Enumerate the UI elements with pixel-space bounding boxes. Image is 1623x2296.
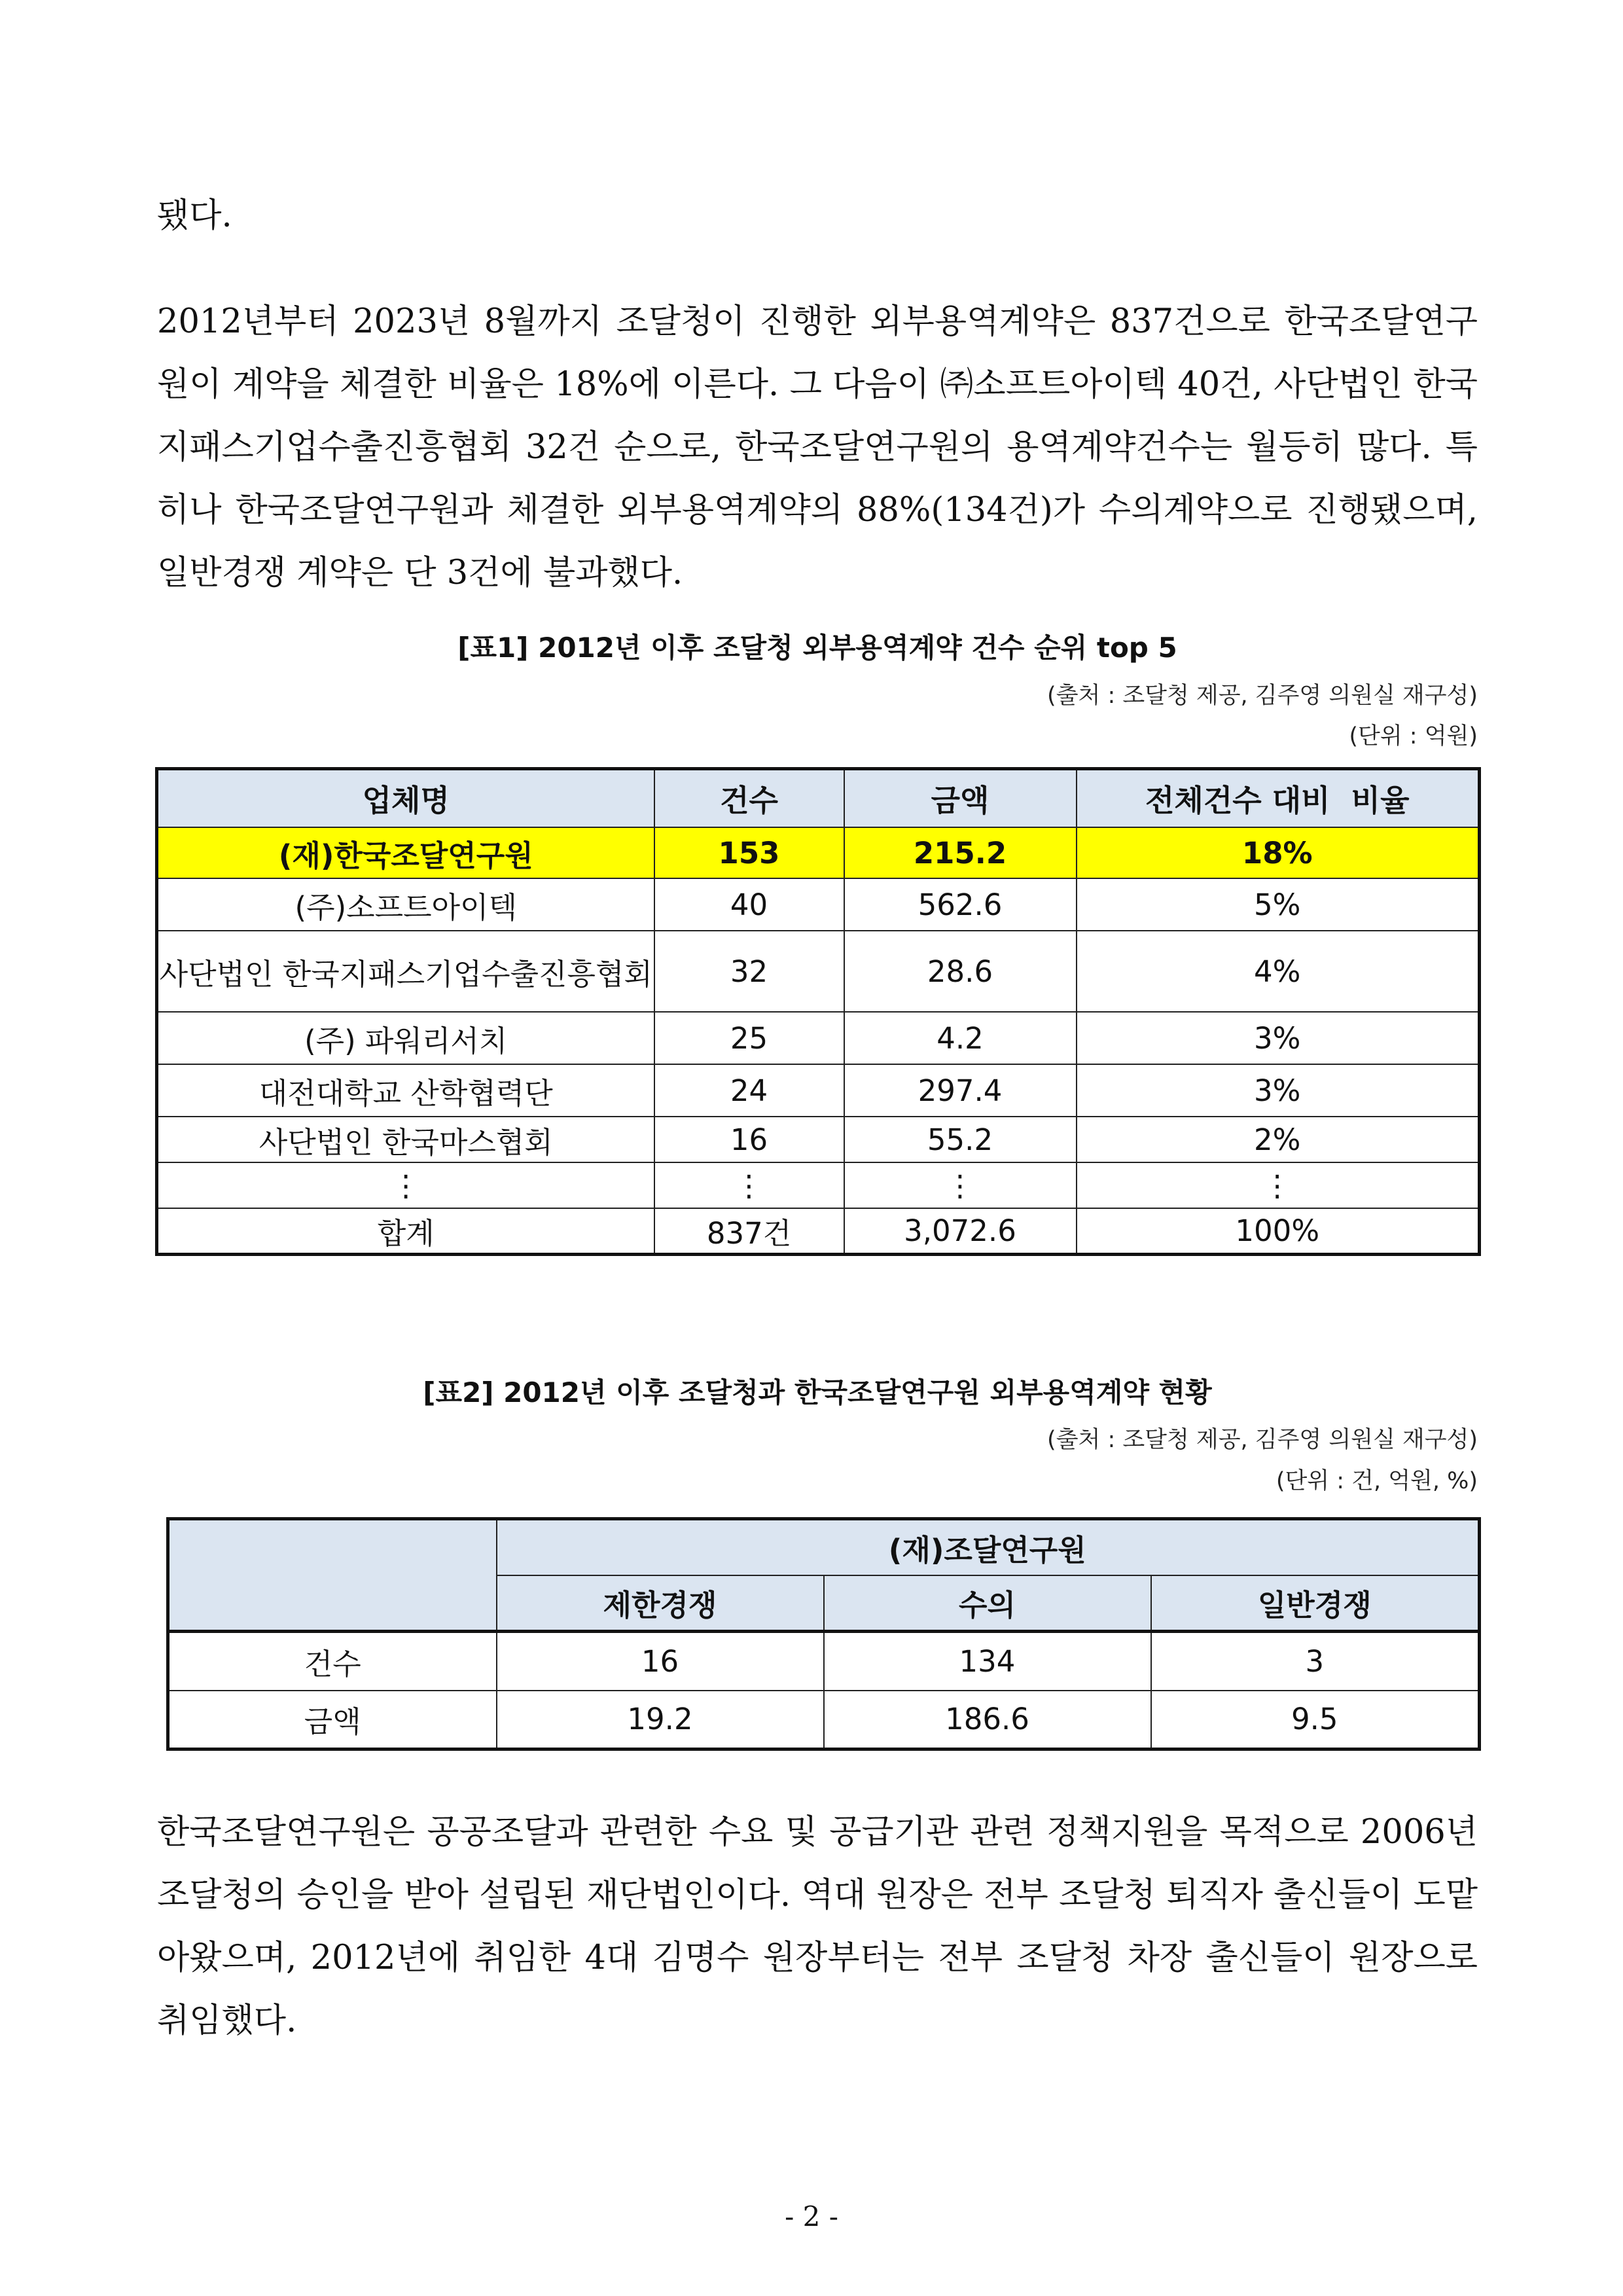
table-cell: 297.4 — [844, 1064, 1077, 1117]
table2-corner-cell — [168, 1519, 497, 1632]
table2-group-header: (재)조달연구원 — [497, 1519, 1480, 1575]
table1-header-ratio: 전체건수 대비 비율 — [1077, 769, 1480, 828]
table-cell: 대전대학교 산학협력단 — [157, 1064, 654, 1117]
table-cell: 25 — [654, 1012, 844, 1064]
table-cell: 4.2 — [844, 1012, 1077, 1064]
table-cell: 215.2 — [844, 827, 1077, 878]
table-cell: 134 — [824, 1632, 1151, 1691]
table-cell: 24 — [654, 1064, 844, 1117]
table-cell: 19.2 — [497, 1691, 824, 1749]
table-cell: ⋮ — [1077, 1162, 1480, 1208]
table-row — [157, 1064, 1480, 1117]
table-cell: 32 — [654, 931, 844, 1012]
table-cell: 186.6 — [824, 1691, 1151, 1749]
table-cell: 금액 — [168, 1691, 497, 1749]
table2-unit: (단위 : 건, 억원, %) — [1275, 1468, 1478, 1494]
table-cell: 3% — [1077, 1012, 1480, 1064]
table2-header-limited: 제한경쟁 — [497, 1575, 824, 1632]
table-cell: 837건 — [654, 1208, 844, 1254]
table2-header-general: 일반경쟁 — [1151, 1575, 1480, 1632]
table-row — [157, 827, 1480, 878]
table-cell: (주) 파워리서치 — [157, 1012, 654, 1064]
table2-header-private: 수의 — [824, 1575, 1151, 1632]
table-row-ellipsis — [157, 1162, 1480, 1208]
table-cell: 건수 — [168, 1632, 497, 1691]
table-cell: 18% — [1077, 827, 1480, 878]
table-cell: ⋮ — [157, 1162, 654, 1208]
page-number: - 2 - — [785, 2200, 838, 2233]
table-row — [168, 1632, 1480, 1691]
table1-header-count: 건수 — [654, 769, 844, 828]
table-cell: 100% — [1077, 1208, 1480, 1254]
table1 — [155, 767, 1481, 1256]
table-cell: 562.6 — [844, 878, 1077, 931]
table-cell: 사단법인 한국마스협회 — [157, 1117, 654, 1162]
table1-header-amount: 금액 — [844, 769, 1077, 828]
table-cell: 3,072.6 — [844, 1208, 1077, 1254]
table-row-total — [157, 1208, 1480, 1254]
paragraph-continuation: 됐다. — [157, 196, 232, 235]
paragraph-contract-stats: 2012년부터 2023년 8월까지 조달청이 진행한 외부용역계약은 837건으로 한국조달연구원이 계약을 체결한 비율은 18%에 이른다. 그 다음이 ㈜소프트아이텍 40건, 사단법인 한국지패스기업수출진흥협회 32건 순으로, 한국조달연구원의 용역계약건수는 월등히 많다. 특히나 한국조달연구원과 체결한 외부용역계약의 88%(134건)가 수의계약으로 진행됐으며, 일반경쟁 계약은 단 3건에 불과했다. — [157, 302, 1478, 592]
table2-source: (출처 : 조달청 제공, 김주영 의원실 재구성) — [1047, 1427, 1478, 1453]
table-cell: 16 — [654, 1117, 844, 1162]
table-cell: 28.6 — [844, 931, 1077, 1012]
table-cell: 40 — [654, 878, 844, 931]
table1-unit: (단위 : 억원) — [1349, 723, 1478, 749]
table2-group-header-row — [168, 1519, 1480, 1575]
table-cell: 153 — [654, 827, 844, 878]
table-cell: (재)한국조달연구원 — [157, 827, 654, 878]
table-cell: 16 — [497, 1632, 824, 1691]
table1-caption: [표1] 2012년 이후 조달청 외부용역계약 건수 순위 top 5 — [457, 632, 1177, 664]
table-cell: 2% — [1077, 1117, 1480, 1162]
table-cell: (주)소프트아이텍 — [157, 878, 654, 931]
table1-header-company: 업체명 — [157, 769, 654, 828]
table-row — [157, 878, 1480, 931]
table-row — [157, 931, 1480, 1012]
table-cell: 4% — [1077, 931, 1480, 1012]
table-row — [157, 1012, 1480, 1064]
table-cell: 55.2 — [844, 1117, 1077, 1162]
table-cell: 9.5 — [1151, 1691, 1480, 1749]
table-cell: ⋮ — [654, 1162, 844, 1208]
table-cell: 5% — [1077, 878, 1480, 931]
table-cell: 3 — [1151, 1632, 1480, 1691]
table-cell: 3% — [1077, 1064, 1480, 1117]
table2 — [166, 1517, 1481, 1751]
table-cell: 합계 — [157, 1208, 654, 1254]
table-row — [168, 1691, 1480, 1749]
table-cell: ⋮ — [844, 1162, 1077, 1208]
paragraph-institute-background: 한국조달연구원은 공공조달과 관련한 수요 및 공급기관 관련 정책지원을 목적으로 2006년 조달청의 승인을 받아 설립된 재단법인이다. 역대 원장은 전부 조달청 퇴직자 출신들이 도맡아왔으며, 2012년에 취임한 4대 김명수 원장부터는 전부 조달청 차장 출신들이 원장으로 취임했다. — [157, 1813, 1478, 2040]
table2-caption: [표2] 2012년 이후 조달청과 한국조달연구원 외부용역계약 현황 — [423, 1376, 1212, 1408]
table1-header-row — [157, 769, 1480, 828]
table1-source: (출처 : 조달청 제공, 김주영 의원실 재구성) — [1047, 683, 1478, 709]
table-row — [157, 1117, 1480, 1162]
table-cell: 사단법인 한국지패스기업수출진흥협회 — [157, 931, 654, 1012]
